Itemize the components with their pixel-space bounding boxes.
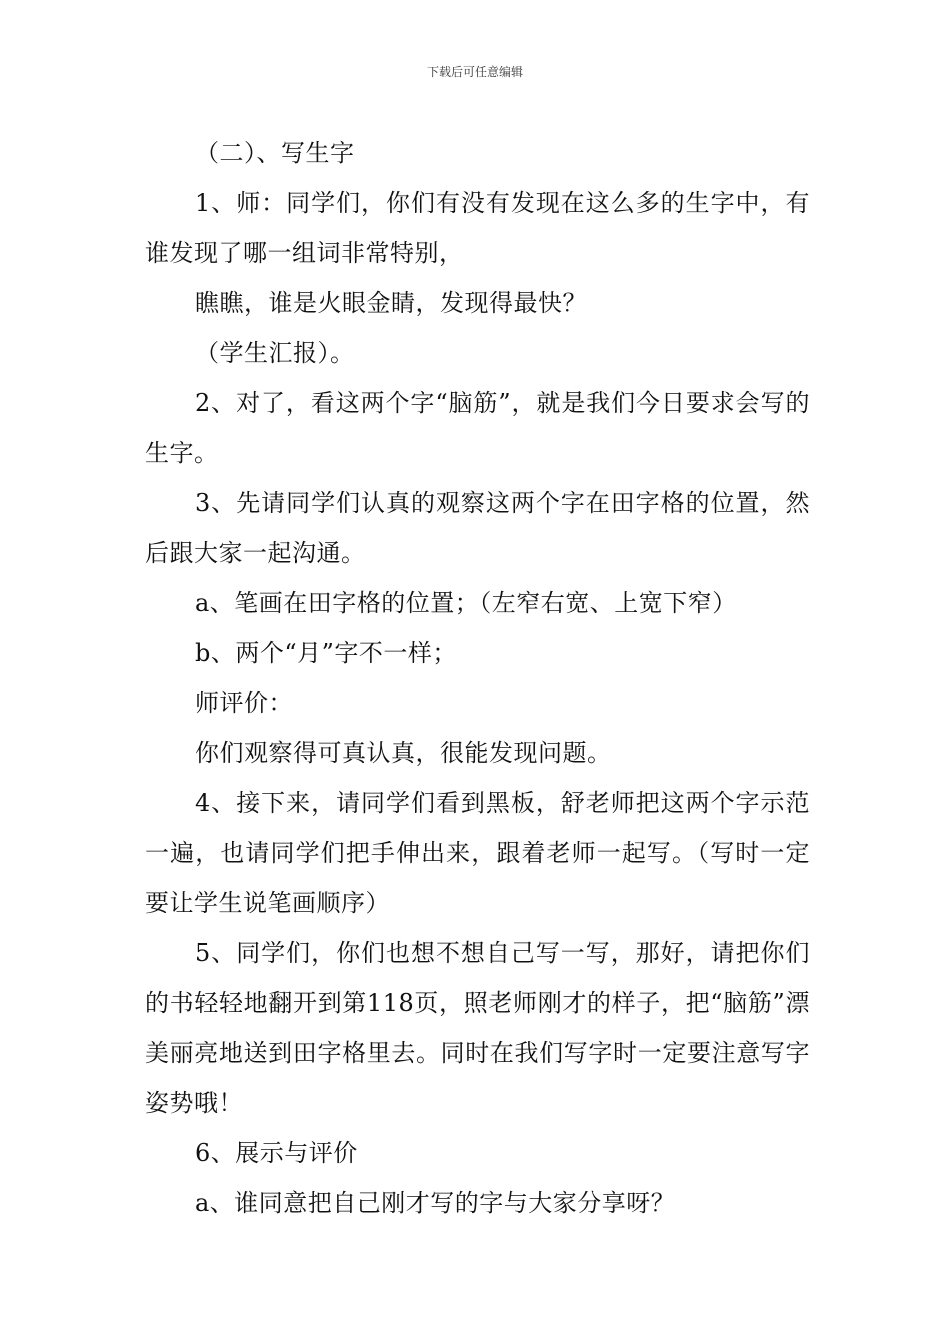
page-header-note: 下载后可任意编辑 [426,65,523,79]
document-body [145,128,810,1228]
section-heading: （二）、写生字 [195,139,355,167]
paragraph-6: a、笔画在田字格的位置；（左窄右宽、上宽下窄） [195,589,737,617]
paragraph-1: 1、师：同学们，你们有没有发现在这么多的生字中，有谁发现了哪一组词非常特别， [145,189,810,267]
paragraph-11: 5、同学们，你们也想不想自己写一写，那好，请把你们的书轻轻地翻开到第118页，照老师刚才的样子，把“脑筋”漂美丽亮地送到田字格里去。同时在我们写字时一定要注意写字姿势哦！ [145,939,810,1117]
paragraph-4: 2、对了，看这两个字“脑筋”，就是我们今日要求会写的生字。 [145,389,810,467]
paragraph-5: 3、先请同学们认真的观察这两个字在田字格的位置，然后跟大家一起沟通。 [145,489,810,567]
paragraph-9: 你们观察得可真认真，很能发现问题。 [195,739,612,767]
paragraph-8: 师评价： [195,689,293,717]
paragraph-10: 4、接下来，请同学们看到黑板，舒老师把这两个字示范一遍，也请同学们把手伸出来，跟着老师一起写。（写时一定要让学生说笔画顺序） [145,789,810,917]
paragraph-7: b、两个“月”字不一样； [195,639,457,667]
paragraph-13: a、谁同意把自己刚才写的字与大家分享呀？ [195,1189,676,1217]
paragraph-3: （学生汇报）。 [195,339,355,367]
paragraph-2: 瞧瞧，谁是火眼金睛，发现得最快？ [195,289,587,317]
paragraph-12: 6、展示与评价 [195,1139,358,1167]
